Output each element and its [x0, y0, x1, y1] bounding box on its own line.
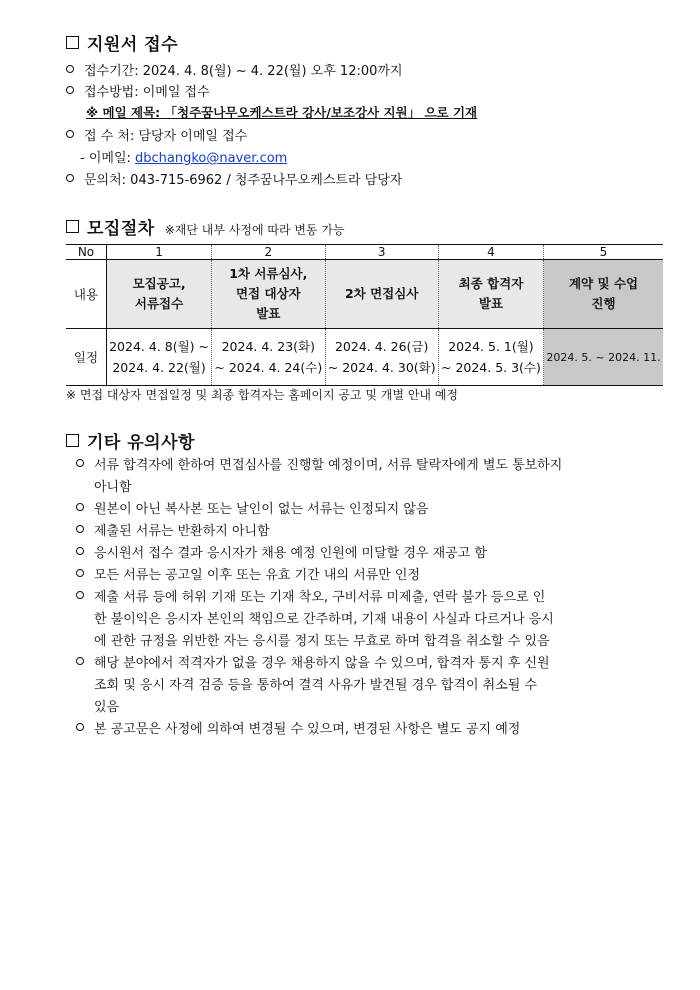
- checkbox-square-icon: [66, 220, 79, 233]
- table-cell: 최종 합격자 발표: [438, 260, 543, 329]
- table-cell: 2024. 5. ~ 2024. 11.: [544, 329, 664, 386]
- notice-item-continuation: 조회 및 응시 자격 검증 등을 통하여 결격 사유가 발견될 경우 합격이 취소될 수: [94, 678, 538, 693]
- notice-item-continuation: 있음: [94, 700, 120, 715]
- application-method: 접수방법: 이메일 접수: [66, 81, 210, 100]
- table-cell: 2차 면접심사: [325, 260, 438, 329]
- circle-bullet-icon: [76, 503, 84, 511]
- circle-bullet-icon: [76, 459, 84, 467]
- notice-item-continuation: 한 불이익은 응시자 본인의 책임으로 간주하며, 기재 내용이 사실과 다르거나 응시: [94, 612, 554, 627]
- procedure-table: [66, 244, 663, 386]
- circle-bullet-icon: [76, 569, 84, 577]
- table-cell: 2024. 4. 23(화) ~ 2024. 4. 24(수): [212, 329, 325, 386]
- table-header-cell: No: [66, 245, 107, 260]
- table-cell: 2024. 5. 1(월) ~ 2024. 5. 3(수): [438, 329, 543, 386]
- checkbox-square-icon: [66, 36, 79, 49]
- section-title-notices: 기타 유의사항: [66, 428, 195, 453]
- application-place: 접 수 처: 담당자 이메일 접수: [66, 125, 247, 144]
- notice-item-continuation: 아니함: [94, 480, 132, 495]
- notice-item-continuation: 에 관한 규정을 위반한 자는 응시를 정지 또는 무효로 하며 합격을 취소할 수 있음: [94, 634, 550, 649]
- section-title-application: 지원서 접수: [66, 30, 178, 55]
- circle-bullet-icon: [76, 547, 84, 555]
- circle-bullet-icon: [76, 591, 84, 599]
- checkbox-square-icon: [66, 434, 79, 447]
- notice-item: 서류 합격자에 한하여 면접심사를 진행할 예정이며, 서류 탈락자에게 별도 통보하지: [76, 455, 562, 477]
- table-cell: 1차 서류심사, 면접 대상자 발표: [212, 260, 325, 329]
- circle-bullet-icon: [66, 174, 74, 182]
- table-row-content: [66, 260, 663, 329]
- table-header-cell: 2: [212, 245, 325, 260]
- table-header-cell: 3: [325, 245, 438, 260]
- section-title-procedure: 모집절차 ※재단 내부 사정에 따라 변동 가능: [66, 214, 345, 239]
- procedure-note: ※재단 내부 사정에 따라 변동 가능: [164, 223, 345, 237]
- circle-bullet-icon: [76, 657, 84, 665]
- application-contact: 문의처: 043-715-6962 / 청주꿈나무오케스트라 담당자: [66, 169, 402, 188]
- table-cell: 2024. 4. 8(월) ~ 2024. 4. 22(월): [109, 339, 209, 375]
- notice-item: 해당 분야에서 적격자가 없을 경우 채용하지 않을 수 있으며, 합격자 통지 후 신원: [76, 653, 550, 675]
- table-cell: 계약 및 수업 진행: [544, 260, 664, 329]
- application-period: 접수기간: 2024. 4. 8(월) ~ 4. 22(월) 오후 12:00까지: [66, 60, 403, 79]
- table-cell: 모집공고, 서류접수: [107, 260, 212, 329]
- application-email: - 이메일: dbchangko@naver.com: [80, 151, 288, 166]
- circle-bullet-icon: [66, 86, 74, 94]
- notice-item: 본 공고문은 사정에 의하여 변경될 수 있으며, 변경된 사항은 별도 공지 예정: [76, 719, 520, 741]
- email-link[interactable]: dbchangko@naver.com: [135, 151, 288, 166]
- table-header-row: [66, 245, 663, 260]
- row-label-schedule: 일정: [66, 329, 107, 386]
- circle-bullet-icon: [76, 525, 84, 533]
- notice-item: 제출 서류 등에 허위 기재 또는 기재 착오, 구비서류 미제출, 연락 불가 등으로 인: [76, 587, 545, 609]
- circle-bullet-icon: [76, 723, 84, 731]
- notice-item: 제출된 서류는 반환하지 아니함: [76, 521, 270, 543]
- notice-item: 응시원서 접수 결과 응시자가 채용 예정 인원에 미달할 경우 재공고 함: [76, 543, 487, 565]
- procedure-footnote: ※ 면접 대상자 면접일정 및 최종 합격자는 홈페이지 공고 및 개별 안내 예정: [66, 388, 458, 402]
- table-row-schedule: [66, 329, 663, 386]
- notice-item: 원본이 아닌 복사본 또는 날인이 없는 서류는 인정되지 않음: [76, 499, 428, 521]
- table-cell: 2024. 4. 26(금) ~ 2024. 4. 30(화): [325, 329, 438, 386]
- row-label-content: 내용: [66, 260, 107, 329]
- mail-subject-note: ※ 메일 제목: 「청주꿈나무오케스트라 강사/보조강사 지원」 으로 기재: [86, 105, 478, 120]
- circle-bullet-icon: [66, 65, 74, 73]
- table-header-cell: 4: [438, 245, 543, 260]
- table-header-cell: 5: [544, 245, 664, 260]
- notice-item: 모든 서류는 공고일 이후 또는 유효 기간 내의 서류만 인정: [76, 565, 420, 587]
- table-header-cell: 1: [107, 245, 212, 260]
- circle-bullet-icon: [66, 130, 74, 138]
